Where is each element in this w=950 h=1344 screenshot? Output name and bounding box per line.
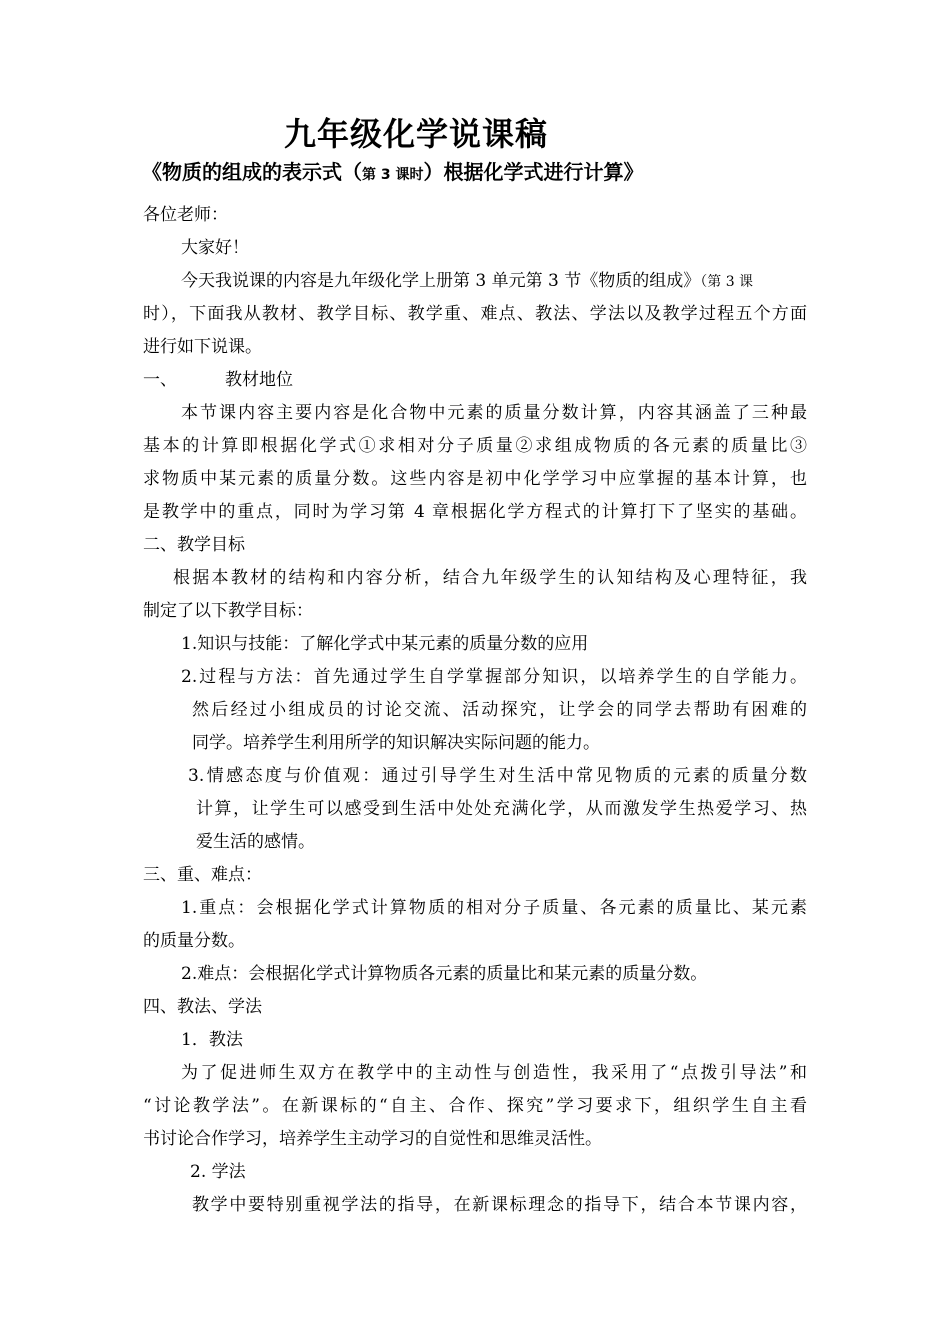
goal-3-line-1: 3.情感态度与价值观：通过引导学生对生活中常见物质的元素的质量分数 xyxy=(188,766,807,786)
key-point-line-2: 的质量分数。 xyxy=(143,931,245,951)
section-2-intro-line-1: 根据本教材的结构和内容分析，结合九年级学生的认知结构及心理特征，我 xyxy=(173,568,807,588)
section-1-line-3: 求物质中某元素的质量分数。这些内容是初中化学学习中应掌握的基本计算，也 xyxy=(143,469,807,489)
goal-2-line-1: 2.过程与方法：首先通过学生自学掌握部分知识，以培养学生的自学能力。 xyxy=(181,667,807,687)
intro-line-1-main: 今天我说课的内容是九年级化学上册第 3 单元第 3 节《物质的组成》 xyxy=(181,271,701,291)
hello: 大家好！ xyxy=(181,238,249,258)
teaching-method-heading: 1．教法 xyxy=(181,1030,243,1050)
section-2-intro-line-2: 制定了以下教学目标： xyxy=(143,601,313,621)
section-1-line-2: 基本的计算即根据化学式①求相对分子质量②求组成物质的各元素的质量比③ xyxy=(143,436,807,456)
intro-line-3: 进行如下说课。 xyxy=(143,337,262,357)
goal-3-line-3: 爱生活的感情。 xyxy=(196,832,315,852)
section-2-heading: 二、教学目标 xyxy=(143,535,245,555)
section-1-title: 教材地位 xyxy=(225,370,293,390)
goal-1: 1.知识与技能：了解化学式中某元素的质量分数的应用 xyxy=(181,634,589,654)
key-point-line-1: 1.重点：会根据化学式计算物质的相对分子质量、各元素的质量比、某元素 xyxy=(181,898,807,918)
section-4-heading: 四、教法、学法 xyxy=(143,997,262,1017)
learning-method-line-1: 教学中要特别重视学法的指导，在新课标理念的指导下，结合本节课内容， xyxy=(192,1195,807,1215)
goal-2-line-3: 同学。培养学生利用所学的知识解决实际问题的能力。 xyxy=(192,733,600,753)
section-1-line-1: 本节课内容主要内容是化合物中元素的质量分数计算，内容其涵盖了三种最 xyxy=(181,403,807,423)
learning-method-heading: 2. 学法 xyxy=(190,1162,246,1182)
teaching-method-line-2: “讨论教学法”。在新课标的“自主、合作、探究”学习要求下，组织学生自主看 xyxy=(143,1096,807,1116)
intro-line-1-small: （第 3 课 xyxy=(700,274,754,290)
section-1-heading xyxy=(143,367,293,393)
goal-2-line-2: 然后经过小组成员的讨论交流、活动探究，让学会的同学去帮助有困难的 xyxy=(192,700,807,720)
subtitle-before: 《物质的组成的表示式（ xyxy=(142,160,362,184)
section-1-number: 一、 xyxy=(143,370,177,390)
goal-3-line-2: 计算，让学生可以感受到生活中处处充满化学，从而激发学生热爱学习、热 xyxy=(196,799,807,819)
greeting: 各位老师： xyxy=(143,205,228,225)
subtitle-lesson: 第 3 课时 xyxy=(362,167,424,183)
section-3-heading: 三、重、难点： xyxy=(143,865,262,885)
subtitle-after: ）根据化学式进行计算》 xyxy=(423,160,644,184)
document-title: 九年级化学说课稿 xyxy=(284,115,549,153)
document-subtitle xyxy=(142,157,644,190)
intro-line-1 xyxy=(181,268,753,295)
teaching-method-line-1: 为了促进师生双方在教学中的主动性与创造性，我采用了“点拨引导法”和 xyxy=(181,1063,807,1083)
difficult-point: 2.难点：会根据化学式计算物质各元素的质量比和某元素的质量分数。 xyxy=(181,964,708,984)
intro-line-2: 时），下面我从教材、教学目标、教学重、难点、教法、学法以及教学过程五个方面 xyxy=(143,304,807,324)
teaching-method-line-3: 书讨论合作学习，培养学生主动学习的自觉性和思维灵活性。 xyxy=(143,1129,602,1149)
section-1-line-4: 是教学中的重点，同时为学习第 4 章根据化学方程式的计算打下了坚实的基础。 xyxy=(143,502,807,522)
